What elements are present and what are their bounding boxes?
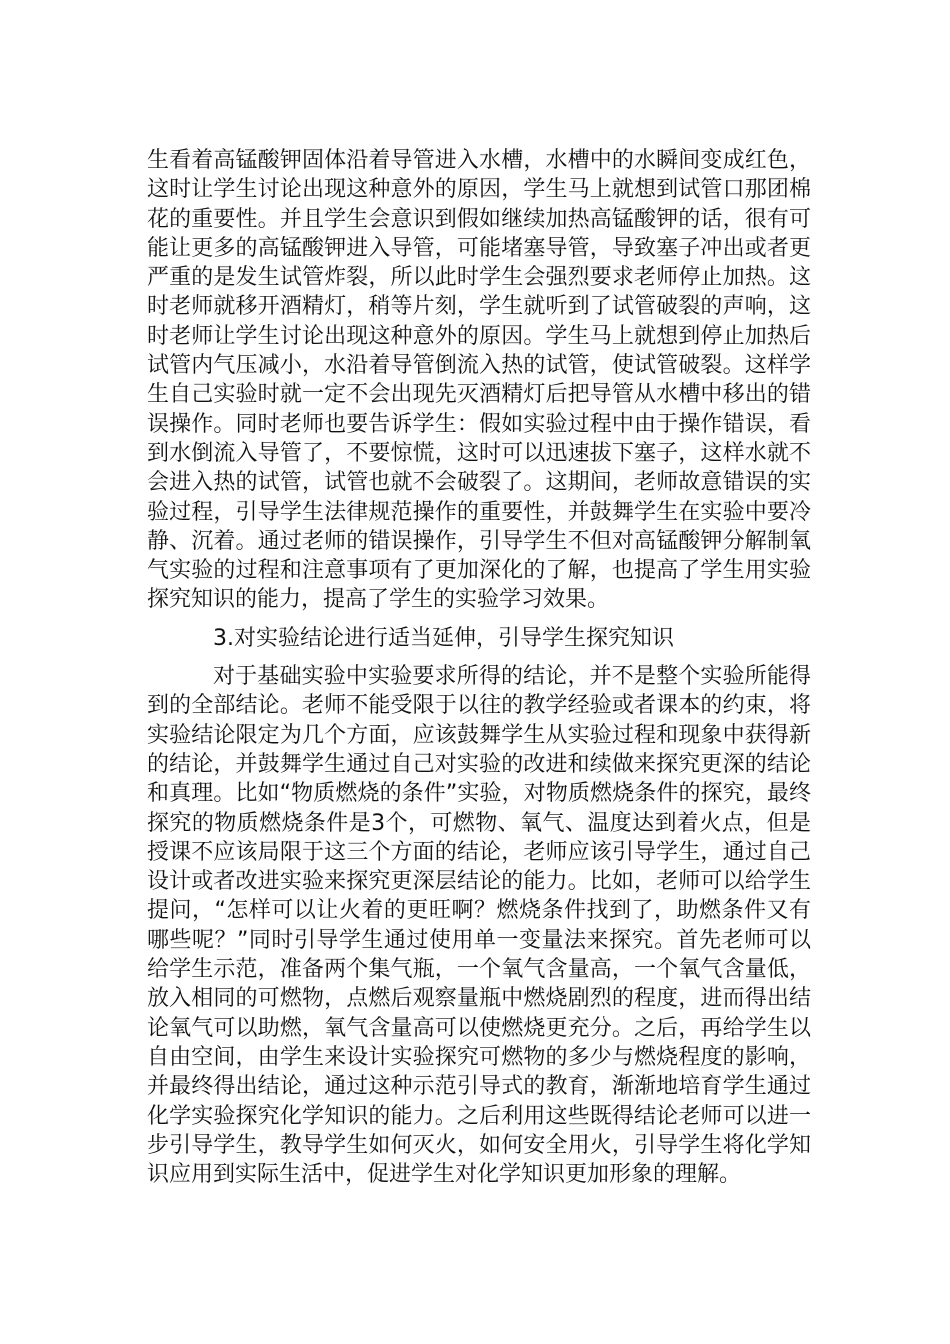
paragraph-body: 对于基础实验中实验要求所得的结论，并不是整个实验所能得到的全部结论。老师不能受限于以往的教学经验或者课本的约束，将实验结论限定为几个方面，应该鼓舞学生从实验过程和现象中获得新的结论，并鼓舞学生通过自己对实验的改进和续做来探究更深的结论和真理。比如“物质燃烧的条件”实验，对物质燃烧条件的探究，最终探究的物质燃烧条件是3个，可燃物、氧气、温度达到着火点，但是授课不应该局限于这三个方面的结论，老师应该引导学生，通过自己设计或者改进实验来探究更深层结论的能力。比如，老师可以给学生提问，“怎样可以让火着的更旺啊？燃烧条件找到了，助燃条件又有哪些呢？”同时引导学生通过使用单一变量法来探究。首先老师可以给学生示范，准备两个集气瓶，一个氧气含量高，一个氧气含量低，放入相同的可燃物，点燃后观察量瓶中燃烧剧烈的程度，进而得出结论氧气可以助燃，氧气含量高可以使燃烧更充分。之后，再给学生以自由空间，由学生来设计实验探究可燃物的多少与燃烧程度的影响，并最终得出结论，通过这种示范引导式的教育，渐渐地培育学生通过化学实验探究化学知识的能力。之后利用这些既得结论老师可以进一步引导学生，教导学生如何灭火，如何安全用火，引导学生将化学知识应用到实际生活中，促进学生对化学知识更加形象的理解。: [147, 664, 811, 1188]
document-body: [147, 146, 811, 1189]
section-heading: 3.对实验结论进行适当延伸，引导学生探究知识: [213, 625, 674, 651]
paragraph-continued: 生看着高锰酸钾固体沿着导管进入水槽，水槽中的水瞬间变成红色，这时让学生讨论出现这种意外的原因，学生马上就想到试管口那团棉花的重要性。并且学生会意识到假如继续加热高锰酸钾的话，很有可能让更多的高锰酸钾进入导管，可能堵塞导管，导致塞子冲出或者更严重的是发生试管炸裂，所以此时学生会强烈要求老师停止加热。这时老师就移开酒精灯，稍等片刻，学生就听到了试管破裂的声响，这时老师让学生讨论出现这种意外的原因。学生马上就想到停止加热后试管内气压减小，水沿着导管倒流入热的试管，使试管破裂。这样学生自己实验时就一定不会出现先灭酒精灯后把导管从水槽中移出的错误操作。同时老师也要告诉学生：假如实验过程中由于操作错误，看到水倒流入导管了，不要惊慌，这时可以迅速拔下塞子，这样水就不会进入热的试管，试管也就不会破裂了。这期间，老师故意错误的实验过程，引导学生法律规范操作的重要性，并鼓舞学生在实验中要冷静、沉着。通过老师的错误操作，引导学生不但对高锰酸钾分解制氧气实验的过程和注意事项有了更加深化的了解，也提高了学生用实验探究知识的能力，提高了学生的实验学习效果。: [147, 148, 811, 613]
